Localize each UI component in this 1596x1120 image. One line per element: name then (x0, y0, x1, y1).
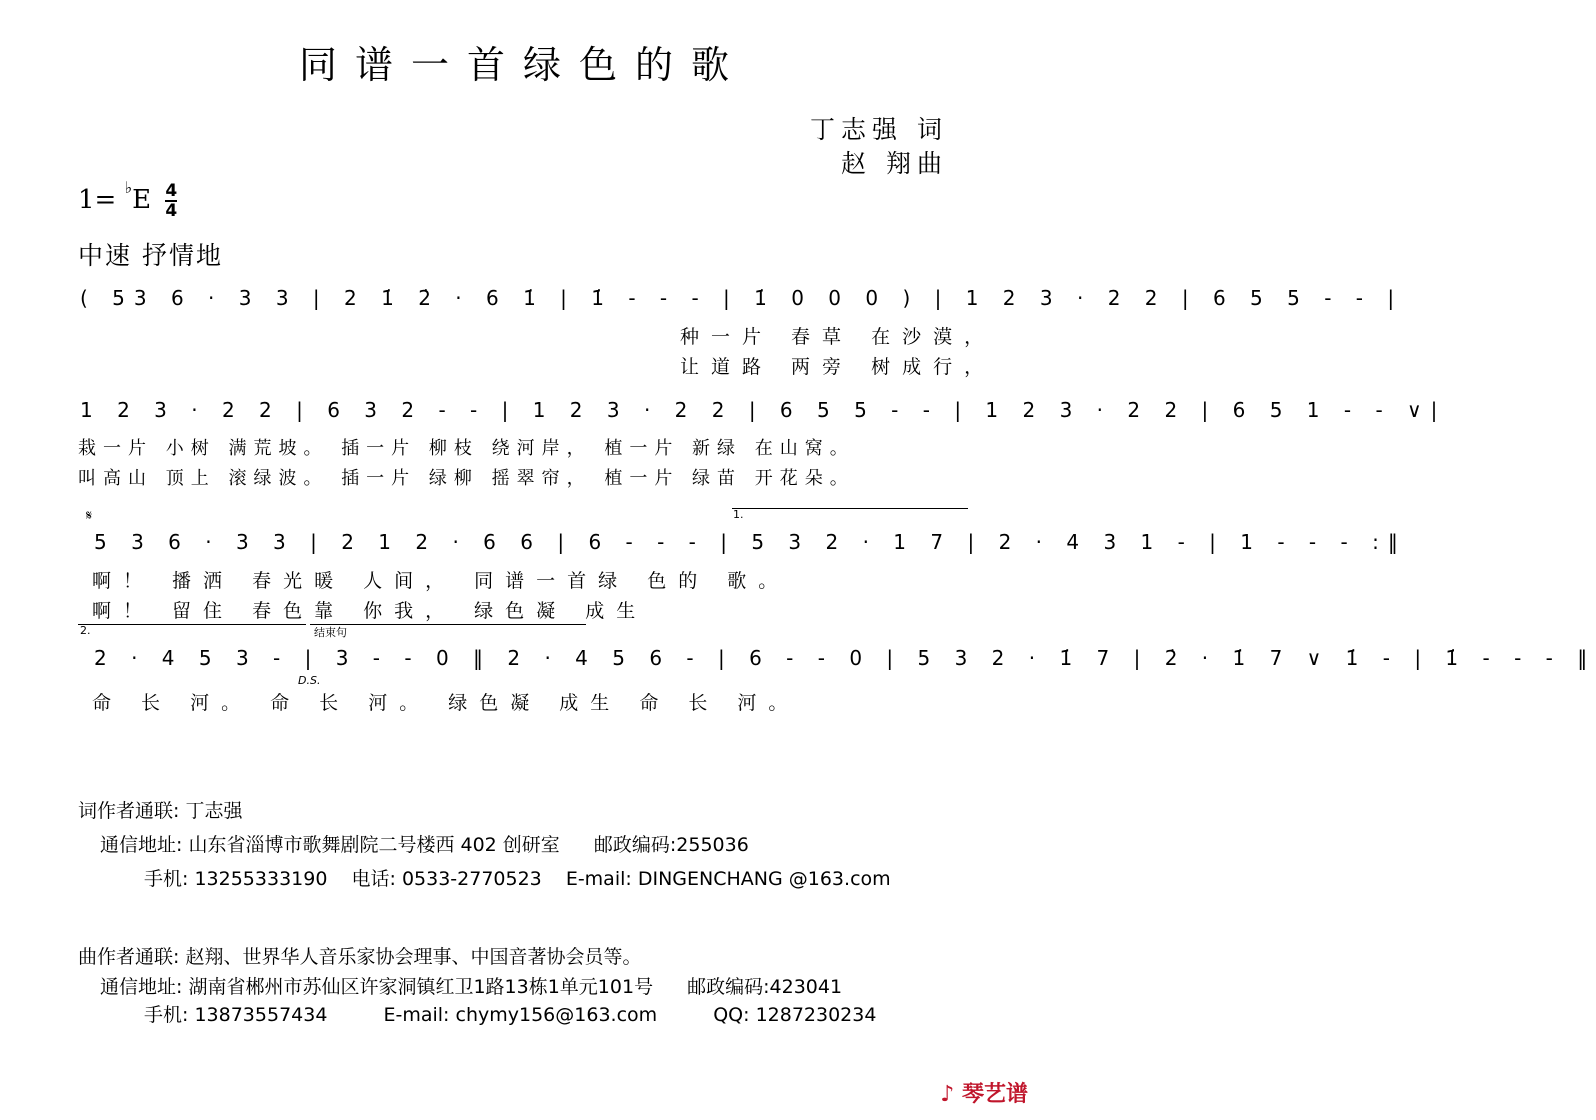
composer-credit: 赵 翔曲 (841, 149, 948, 178)
composer-phone-line (144, 1000, 876, 1027)
key-signature (78, 178, 178, 221)
lyricist-email-label: E-mail: (565, 868, 632, 890)
lyricist-phone-label: 手机: (144, 868, 189, 890)
ds-marking: D.S. (298, 674, 321, 687)
flat-icon: ♭ (124, 178, 133, 197)
segno-icon: 𝄋 (86, 508, 93, 524)
lyricist-phone-line (144, 864, 891, 891)
lyricist-postcode: 255036 (676, 834, 749, 856)
composer-contact-label: 曲作者通联: (78, 946, 180, 968)
composer-qq: 1287230234 (755, 1004, 877, 1026)
lyricist-contact-name: 丁志强 (185, 800, 243, 822)
lyricist-postcode-label: 邮政编码: (593, 834, 677, 856)
time-bottom: 4 (165, 201, 178, 221)
lyricist-credit: 丁志强 词 (810, 115, 948, 144)
system-4-lyric-1: 命 长 河。 命 长 河。 绿色凝 成生 命 长 河。 (92, 692, 800, 714)
lyricist-tel: 0533-2770523 (401, 868, 542, 890)
system-2-notes: 1 2 3 · 2 2 | 6 3 2 - - | 1 2 3 · 2 2 | 6 5 5 - - | 1 2 3 · 2 2 | 6 5 1 - - ∨| (80, 398, 1447, 422)
composer-email[interactable]: chymy156@163.com (455, 1004, 658, 1026)
lyricist-address-line (100, 830, 749, 857)
composer-address-label: 通信地址: (100, 976, 183, 998)
ending-1-label: 1. (733, 508, 744, 521)
composer-phone-label: 手机: (144, 1004, 189, 1026)
ending-1-bracket (732, 508, 968, 509)
lyricist-address: 山东省淄博市歌舞剧院二号楼西 402 创研室 (188, 834, 560, 856)
end-phrase-label: 结束句 (314, 626, 347, 639)
logo-mark-icon: ♪ (940, 1082, 955, 1107)
lyricist-contact-line (78, 796, 242, 823)
time-top: 4 (165, 181, 178, 201)
lyricist-phone: 13255333190 (194, 868, 328, 890)
composer-qq-label: QQ: (713, 1004, 750, 1026)
system-4-notes: 2 · 4 5 3 - | 3 - - 0 ‖ 2 · 4 5 6 - | 6 - - 0 | 5 3 2 · 1̇ 7 | 2̇ · 1̇ 7 ∨ 1̇ - | 1̇ - - - ‖ (94, 646, 1596, 670)
composer-address: 湖南省郴州市苏仙区许家洞镇红卫1路13栋1单元101号 (188, 976, 654, 998)
composer-address-line (100, 972, 842, 999)
ending-2-bracket (78, 624, 306, 625)
system-2-lyric-2: 叫高山 顶上 滚绿波。 插一片 绿柳 摇翠帘， 植一片 绿苗 开花朵。 (78, 468, 855, 489)
composer-phone: 13873557434 (194, 1004, 328, 1026)
lyricist-email[interactable]: DINGENCHANG @163.com (637, 868, 891, 890)
end-phrase-bracket (310, 624, 586, 625)
system-2-lyric-1: 栽一片 小树 满荒坡。 插一片 柳枝 绕河岸， 植一片 新绿 在山窝。 (78, 438, 855, 459)
time-signature (165, 182, 177, 220)
tempo-marking: 中速 抒情地 (78, 241, 223, 270)
composer-postcode: 423041 (769, 976, 843, 998)
system-1-lyric-2: 让道路 两旁 树成行， (680, 356, 996, 378)
lyricist-tel-label: 电话: (351, 868, 396, 890)
key-prefix: 1= (78, 185, 117, 215)
composer-contact-name: 赵翔、世界华人音乐家协会理事、中国音著协会员等。 (185, 946, 642, 968)
watermark-text: 琴艺谱 (961, 1082, 1028, 1107)
lyricist-contact-label: 词作者通联: (78, 800, 180, 822)
key-note: E (132, 185, 152, 215)
system-1-lyric-1: 种一片 春草 在沙漠， (680, 326, 996, 348)
ending-2-label: 2. (80, 624, 91, 637)
song-title: 同谱一首绿色的歌 (298, 43, 747, 87)
composer-postcode-label: 邮政编码: (687, 976, 770, 998)
qinyipu-logo[interactable] (940, 1077, 1028, 1108)
composer-contact-line (78, 942, 641, 969)
system-3-lyric-1: 啊！ 播洒 春光暖 人间， 同谱一首绿 色的 歌。 (92, 570, 790, 592)
system-3-lyric-2: 啊！ 留住 春色靠 你我， 绿色凝 成生 (92, 600, 648, 622)
composer-email-label: E-mail: (383, 1004, 450, 1026)
system-3-notes: 5 3 6 · 3 3 | 2 1 2 · 6 6 | 6 - - - | 5 3 2 · 1 7 | 2 · 4 3 1 - | 1 - - - :‖ (94, 530, 1407, 554)
lyricist-address-label: 通信地址: (100, 834, 183, 856)
system-1-notes: ( 53 6 · 3 3 | 2 1̇ 2̇ · 6 1̇ | 1̇ - - - | 1̇ 0 0 0 ) | 1 2 3 · 2 2 | 6 5 5 - - | (80, 286, 1404, 310)
